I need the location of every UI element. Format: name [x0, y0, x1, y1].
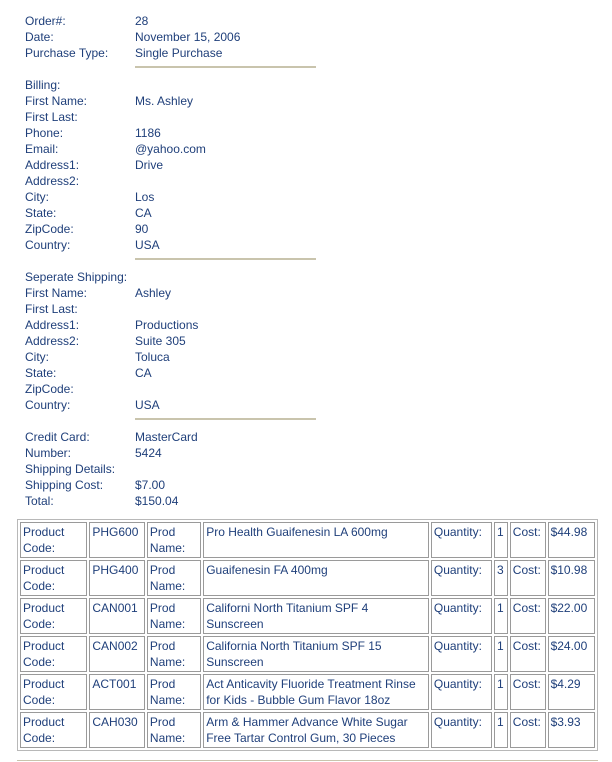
payment-row — [25, 461, 135, 477]
cost-value: $4.29 — [548, 674, 595, 710]
payment-field-label: Shipping Details: — [25, 462, 116, 476]
table-row — [20, 560, 595, 596]
billing-row — [25, 141, 206, 157]
shipping-row — [25, 317, 198, 333]
prod-name-label: Prod Name: — [147, 522, 201, 558]
table-row — [20, 522, 595, 558]
section-divider — [135, 418, 316, 420]
quantity-value: 1 — [494, 712, 508, 748]
order-date-value: November 15, 2006 — [135, 30, 241, 44]
payment-field-value: 5424 — [135, 446, 162, 460]
shipping-row — [25, 397, 160, 413]
shipping-field-value: CA — [135, 366, 152, 380]
prod-name-value: Act Anticavity Fluoride Treatment Rinse for Kids - Bubble Gum Flavor 18oz — [203, 674, 429, 710]
product-code-label: Product Code: — [20, 674, 87, 710]
billing-field-label: Address1: — [25, 158, 80, 172]
payment-row — [25, 493, 178, 509]
billing-field-label: Email: — [25, 142, 59, 156]
billing-field-label: Country: — [25, 238, 71, 252]
product-code-value: PHG400 — [89, 560, 145, 596]
quantity-value: 1 — [494, 636, 508, 672]
shipping-field-label: City: — [25, 350, 49, 364]
cost-label: Cost: — [510, 674, 546, 710]
page-bottom-divider — [17, 760, 598, 761]
prod-name-label: Prod Name: — [147, 674, 201, 710]
payment-row — [25, 445, 162, 461]
table-row — [20, 712, 595, 748]
billing-field-value: 1186 — [135, 126, 161, 140]
product-code-value: CAH030 — [89, 712, 145, 748]
product-code-value: ACT001 — [89, 674, 145, 710]
shipping-field-value: Suite 305 — [135, 334, 186, 348]
shipping-row — [25, 301, 135, 317]
cost-label: Cost: — [510, 522, 546, 558]
shipping-field-label: Address2: — [25, 334, 80, 348]
prod-name-value: Californi North Titanium SPF 4 Sunscreen — [203, 598, 429, 634]
cost-value: $3.93 — [548, 712, 595, 748]
quantity-label: Quantity: — [431, 598, 492, 634]
order-number-label: Order#: — [25, 14, 66, 28]
billing-field-label: Phone: — [25, 126, 64, 140]
cost-label: Cost: — [510, 636, 546, 672]
shipping-row — [25, 349, 170, 365]
billing-field-value: CA — [135, 206, 152, 220]
prod-name-value: Arm & Hammer Advance White Sugar Free Tartar Control Gum, 30 Pieces — [203, 712, 429, 748]
quantity-label: Quantity: — [431, 674, 492, 710]
billing-field-label: State: — [25, 206, 57, 220]
product-code-label: Product Code: — [20, 522, 87, 558]
prod-name-label: Prod Name: — [147, 560, 201, 596]
shipping-field-label: First Last: — [25, 302, 78, 316]
product-code-label: Product Code: — [20, 598, 87, 634]
section-divider — [135, 66, 316, 68]
prod-name-value: California North Titanium SPF 15 Sunscreen — [203, 636, 429, 672]
cost-label: Cost: — [510, 598, 546, 634]
product-code-label: Product Code: — [20, 560, 87, 596]
product-code-label: Product Code: — [20, 712, 87, 748]
quantity-value: 1 — [494, 598, 508, 634]
order-number-row — [25, 13, 148, 29]
cost-value: $44.98 — [548, 522, 595, 558]
billing-field-value: Ms. Ashley — [135, 94, 194, 108]
billing-field-value: Los — [135, 190, 155, 204]
prod-name-value: Guaifenesin FA 400mg — [203, 560, 429, 596]
purchase-type-value: Single Purchase — [135, 46, 223, 60]
shipping-field-label: Address1: — [25, 318, 80, 332]
product-code-label: Product Code: — [20, 636, 87, 672]
cost-label: Cost: — [510, 712, 546, 748]
billing-field-value: Drive — [135, 158, 164, 172]
shipping-header: Seperate Shipping: — [25, 270, 128, 284]
billing-field-value: @yahoo.com — [135, 142, 206, 156]
billing-row — [25, 93, 193, 109]
prod-name-value: Pro Health Guaifenesin LA 600mg — [203, 522, 429, 558]
quantity-label: Quantity: — [431, 636, 492, 672]
shipping-field-label: Country: — [25, 398, 71, 412]
product-code-value: CAN001 — [89, 598, 145, 634]
table-row — [20, 598, 595, 634]
billing-row — [25, 109, 135, 125]
billing-row — [25, 205, 152, 221]
payment-field-label: Total: — [25, 494, 54, 508]
quantity-label: Quantity: — [431, 522, 492, 558]
billing-row — [25, 125, 161, 141]
payment-field-value: $7.00 — [135, 478, 166, 492]
product-code-value: PHG600 — [89, 522, 145, 558]
purchase-type-row — [25, 45, 222, 61]
quantity-value: 1 — [494, 522, 508, 558]
payment-field-value: MasterCard — [135, 430, 198, 444]
payment-field-label: Shipping Cost: — [25, 478, 104, 492]
shipping-row — [25, 365, 152, 381]
billing-field-value: 90 — [135, 222, 149, 236]
billing-row — [25, 189, 154, 205]
shipping-row — [25, 381, 135, 397]
payment-row — [25, 477, 165, 493]
payment-field-value: $150.04 — [135, 494, 179, 508]
shipping-field-label: ZipCode: — [25, 382, 74, 396]
shipping-field-value: Toluca — [135, 350, 170, 364]
billing-field-label: First Name: — [25, 94, 88, 108]
billing-field-label: ZipCode: — [25, 222, 74, 236]
section-divider — [135, 258, 316, 260]
shipping-field-value: USA — [135, 398, 160, 412]
order-date-label: Date: — [25, 30, 54, 44]
table-row — [20, 636, 595, 672]
billing-field-label: Address2: — [25, 174, 80, 188]
quantity-value: 1 — [494, 674, 508, 710]
billing-row — [25, 173, 135, 189]
payment-row — [25, 429, 198, 445]
table-row — [20, 674, 595, 710]
billing-row — [25, 237, 160, 253]
shipping-row — [25, 333, 186, 349]
billing-field-label: City: — [25, 190, 49, 204]
billing-header: Billing: — [25, 78, 61, 92]
order-date-row — [25, 29, 240, 45]
purchase-type-label: Purchase Type: — [25, 46, 109, 60]
order-items-table — [17, 519, 598, 751]
cost-label: Cost: — [510, 560, 546, 596]
payment-field-label: Number: — [25, 446, 72, 460]
quantity-label: Quantity: — [431, 560, 492, 596]
quantity-label: Quantity: — [431, 712, 492, 748]
quantity-value: 3 — [494, 560, 508, 596]
cost-value: $10.98 — [548, 560, 595, 596]
order-number-value: 28 — [135, 14, 149, 28]
billing-field-label: First Last: — [25, 110, 78, 124]
billing-field-value: USA — [135, 238, 160, 252]
shipping-field-label: First Name: — [25, 286, 88, 300]
shipping-field-value: Productions — [135, 318, 199, 332]
cost-value: $22.00 — [548, 598, 595, 634]
product-code-value: CAN002 — [89, 636, 145, 672]
billing-row — [25, 157, 163, 173]
prod-name-label: Prod Name: — [147, 712, 201, 748]
billing-row — [25, 221, 148, 237]
shipping-row — [25, 285, 171, 301]
prod-name-label: Prod Name: — [147, 598, 201, 634]
prod-name-label: Prod Name: — [147, 636, 201, 672]
shipping-field-label: State: — [25, 366, 57, 380]
payment-field-label: Credit Card: — [25, 430, 90, 444]
cost-value: $24.00 — [548, 636, 595, 672]
shipping-field-value: Ashley — [135, 286, 172, 300]
